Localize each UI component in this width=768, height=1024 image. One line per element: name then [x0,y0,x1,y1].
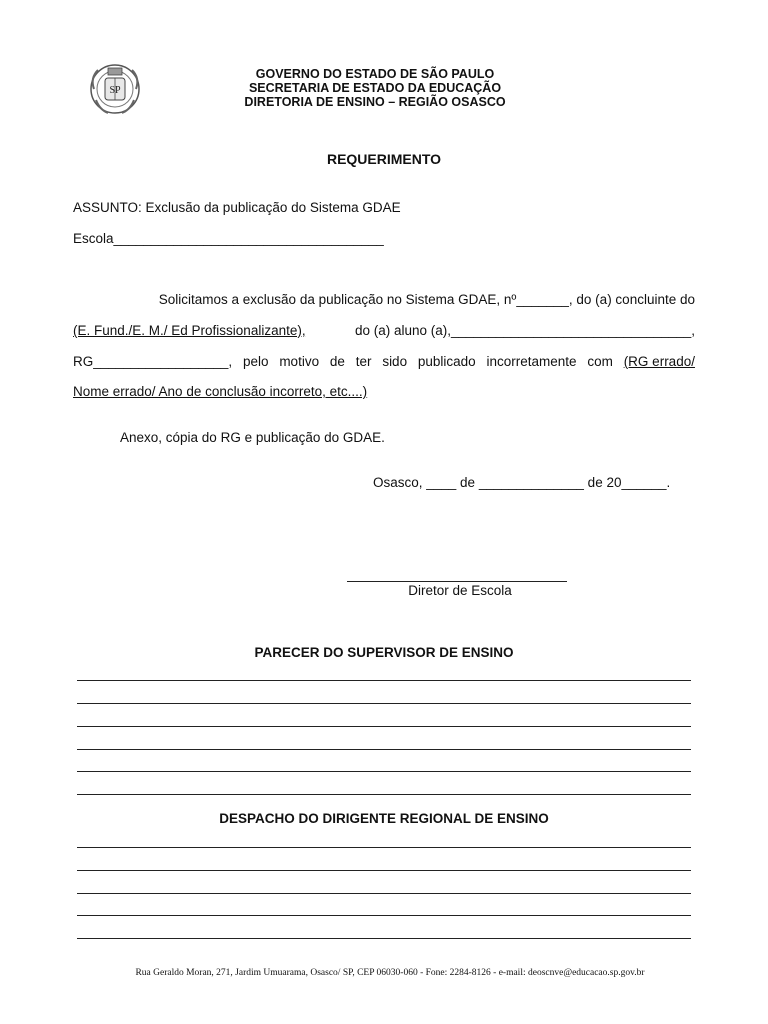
seal-text: SP [109,85,121,96]
parecer-line [77,771,691,772]
signature-label: Diretor de Escola [408,583,512,598]
word: incorretamente [486,354,577,369]
word: RG__________________, [73,354,233,369]
parecer-line [77,680,691,681]
assunto-line: ASSUNTO: Exclusão da publicação do Sistema GDAE [73,200,401,215]
sp-state-seal-icon [86,60,144,118]
anexo-line: Anexo, cópia do RG e publicação do GDAE. [120,430,385,445]
word: publicado [417,354,476,369]
reason-options-start: (RG errado/ [623,354,695,369]
despacho-line [77,847,691,848]
signature-line [347,581,567,582]
header-line-2: SECRETARIA DE ESTADO DA EDUCAÇÃO [248,81,502,95]
word: pelo [242,354,269,369]
despacho-line [77,893,691,894]
despacho-line [77,870,691,871]
word: de [329,354,345,369]
despacho-line [77,915,691,916]
paragraph-line-2 [73,323,695,339]
paragraph-line-3 [73,354,695,370]
document-title: REQUERIMENTO [326,151,442,167]
word: com [587,354,613,369]
escola-field: Escola____________________________________ [73,231,384,246]
course-options-text: (E. Fund./E. M./ Ed Profissionalizante), [73,323,306,338]
parecer-line [77,794,691,795]
paragraph-line-1 [73,292,695,308]
parecer-title: PARECER DO SUPERVISOR DE ENSINO [254,645,514,660]
word: motivo [279,354,320,369]
parecer-line [77,726,691,727]
despacho-line [77,938,691,939]
word: sido [382,354,408,369]
parecer-line [77,749,691,750]
header-line-3: DIRETORIA DE ENSINO – REGIÃO OSASCO [244,95,506,109]
date-line: Osasco, ____ de ______________ de 20______. [373,475,671,490]
word: ter [355,354,372,369]
header-line-1: GOVERNO DO ESTADO DE SÃO PAULO [255,67,495,81]
reason-options-end: Nome errado/ Ano de conclusão incorreto, etc....) [73,384,368,399]
despacho-title: DESPACHO DO DIRIGENTE REGIONAL DE ENSINO [219,811,549,826]
paragraph-line-1-text: Solicitamos a exclusão da publicação no Sistema GDAE, nº_______, do (a) concluinte do [158,292,695,307]
footer-address: Rua Geraldo Moran, 271, Jardim Umuarama, Osasco/ SP, CEP 06030-060 - Fone: 2284-8126 - e-mail: deoscnve@educacao.sp.gov.br [135,968,645,978]
aluno-field: do (a) aluno (a),________________________________, [354,323,695,338]
parecer-line [77,703,691,704]
